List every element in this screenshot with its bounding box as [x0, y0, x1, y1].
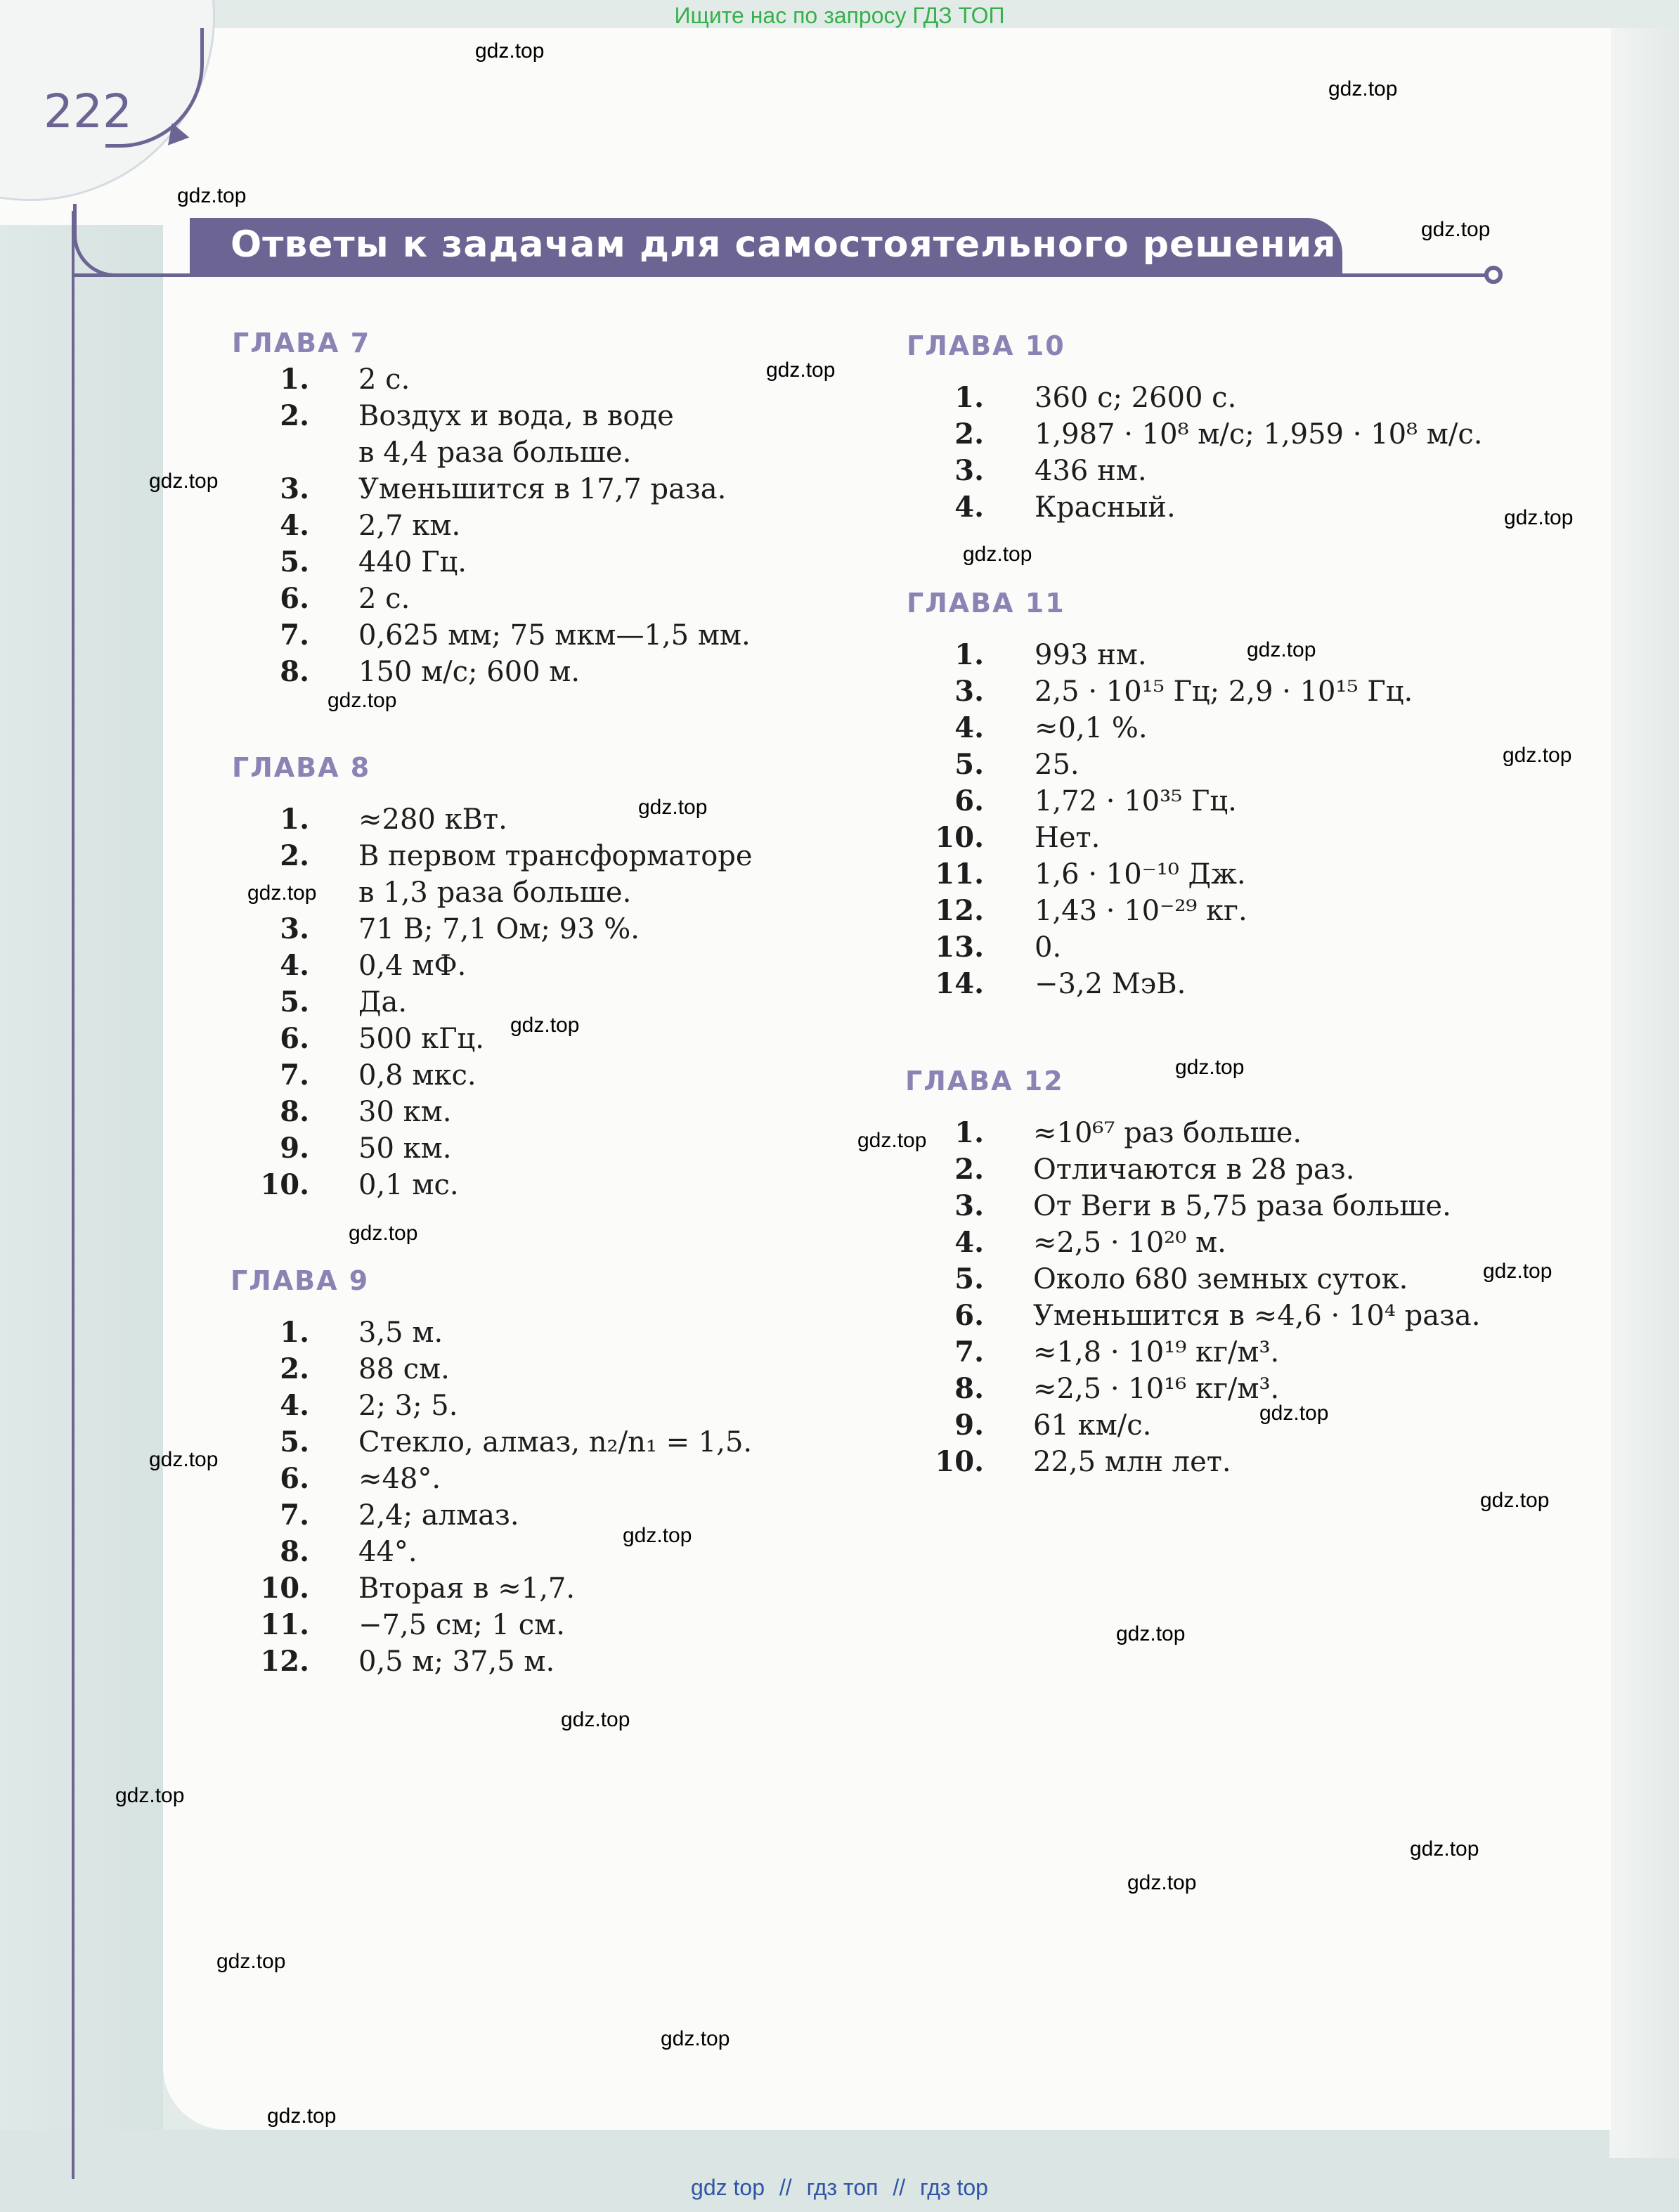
answer-text: Вторая в ≈1,7.	[358, 1572, 576, 1605]
answer-number: 4.	[954, 491, 984, 524]
footer-separator: //	[779, 2175, 792, 2200]
watermark-link[interactable]: gdz.top	[1175, 1056, 1245, 1079]
watermark-link[interactable]: gdz.top	[766, 358, 836, 382]
watermark-link[interactable]: gdz.top	[177, 184, 247, 207]
answer-number: 3.	[280, 472, 309, 505]
answer-number: 3.	[954, 675, 984, 708]
chapter-title-11: ГЛАВА 11	[907, 588, 1065, 619]
answer-number: 5.	[280, 545, 309, 578]
answer-number: 8.	[954, 1372, 984, 1405]
answer-text: ≈280 кВт.	[358, 803, 507, 836]
answer-text: Красный.	[1035, 491, 1176, 524]
answer-text: 0,4 мФ.	[358, 950, 467, 982]
watermark-link[interactable]: gdz.top	[1116, 1622, 1186, 1645]
answer-text: 25.	[1035, 749, 1080, 781]
margin-rule	[72, 211, 74, 2179]
chapter-title-7: ГЛАВА 7	[232, 328, 371, 358]
answer-text: Да.	[358, 986, 408, 1018]
watermark-link[interactable]: gdz.top	[475, 39, 545, 63]
answer-number: 4.	[280, 509, 309, 542]
answer-number: 9.	[954, 1409, 984, 1442]
answer-text: 993 нм.	[1035, 639, 1147, 671]
footer-link-gdz-top-ru[interactable]: гдз топ	[806, 2175, 879, 2200]
answer-text: 2,5 · 10¹⁵ Гц; 2,9 · 10¹⁵ Гц.	[1035, 675, 1413, 708]
watermark-link[interactable]: gdz.top	[1483, 1260, 1552, 1283]
footer-link-gdz-top-mixed[interactable]: гдз top	[920, 2175, 988, 2200]
answer-text: Нет.	[1035, 822, 1101, 854]
answer-number: 2.	[954, 1153, 984, 1186]
page-edge-shadow	[1609, 28, 1679, 2158]
answer-text: −3,2 МэВ.	[1035, 968, 1186, 1000]
watermark-link[interactable]: gdz.top	[349, 1222, 418, 1245]
watermark-link[interactable]: gdz.top	[267, 2104, 337, 2128]
answer-text: 0,8 мкс.	[358, 1059, 477, 1092]
watermark-link[interactable]: gdz.top	[149, 1448, 219, 1471]
answer-text: Отличаются в 28 раз.	[1033, 1153, 1355, 1186]
answer-number: 6.	[280, 582, 309, 615]
answer-number: 5.	[954, 1262, 984, 1295]
answer-text: 440 Гц.	[358, 546, 467, 578]
answer-text: ≈10⁶⁷ раз больше.	[1033, 1117, 1302, 1149]
answer-text: 3,5 м.	[358, 1317, 443, 1349]
answer-number: 13.	[935, 931, 984, 964]
answer-text: Уменьшится в ≈4,6 · 10⁴ раза.	[1033, 1300, 1481, 1332]
answer-number: 1.	[280, 1316, 309, 1349]
answer-number: 4.	[280, 949, 309, 982]
answer-text: ≈0,1 %.	[1035, 712, 1148, 744]
answer-number: 2.	[280, 839, 309, 872]
answer-number: 8.	[280, 1535, 309, 1568]
answer-text: в 1,3 раза больше.	[358, 877, 632, 909]
answer-number: 8.	[280, 655, 309, 688]
answer-text: Уменьшится в 17,7 раза.	[358, 473, 727, 505]
answer-number: 1.	[280, 803, 309, 836]
answer-number: 12.	[260, 1645, 309, 1678]
answer-number: 8.	[280, 1095, 309, 1128]
answer-number: 9.	[280, 1132, 309, 1165]
answer-number: 2.	[954, 418, 984, 451]
answer-number: 7.	[280, 619, 309, 652]
answer-text: 1,43 · 10⁻²⁹ кг.	[1035, 895, 1247, 927]
answer-number: 7.	[280, 1499, 309, 1532]
answer-text: 2,4; алмаз.	[358, 1499, 519, 1532]
answer-text: 1,6 · 10⁻¹⁰ Дж.	[1035, 858, 1246, 891]
answer-text: 44°.	[358, 1536, 417, 1568]
answer-number: 4.	[280, 1389, 309, 1422]
answer-text: ≈2,5 · 10²⁰ м.	[1033, 1227, 1226, 1259]
answer-text: 0,625 мм; 75 мкм—1,5 мм.	[358, 619, 751, 652]
answer-number: 6.	[954, 784, 984, 817]
watermark-link[interactable]: gdz.top	[510, 1014, 580, 1037]
footer-link-gdz-top[interactable]: gdz top	[691, 2175, 765, 2200]
answer-number: 7.	[954, 1335, 984, 1369]
answer-text: 22,5 млн лет.	[1033, 1446, 1231, 1478]
answer-text: 71 В; 7,1 Ом; 93 %.	[358, 913, 640, 945]
answer-text: 436 нм.	[1035, 455, 1147, 487]
answer-number: 3.	[954, 454, 984, 487]
watermark-link[interactable]: gdz.top	[661, 2027, 730, 2050]
answer-text: в 4,4 раза больше.	[358, 436, 632, 469]
answer-number: 5.	[954, 748, 984, 781]
footer-links	[0, 2175, 1679, 2201]
answer-number: 6.	[954, 1299, 984, 1332]
watermark-link[interactable]: gdz.top	[561, 1708, 630, 1731]
watermark-link[interactable]: gdz.top	[1504, 506, 1574, 529]
answer-number: 1.	[954, 1116, 984, 1149]
answer-text: 2 с.	[358, 363, 410, 396]
answer-text: 360 с; 2600 с.	[1035, 382, 1237, 414]
answer-text: 2; 3; 5.	[358, 1390, 458, 1422]
watermark-link[interactable]: gdz.top	[1421, 218, 1491, 241]
watermark-link[interactable]: gdz.top	[1480, 1489, 1550, 1512]
top-search-link[interactable]: Ищите нас по запросу ГДЗ ТОП	[674, 3, 1005, 28]
answer-number: 10.	[935, 821, 984, 854]
header-rule-end-dot	[1484, 266, 1503, 284]
answer-number: 7.	[280, 1059, 309, 1092]
answer-number: 5.	[280, 985, 309, 1018]
watermark-link[interactable]: gdz.top	[623, 1524, 692, 1547]
answer-text: От Веги в 5,75 раза больше.	[1033, 1190, 1451, 1222]
answer-text: 2,7 км.	[358, 510, 461, 542]
watermark-link[interactable]: gdz.top	[1503, 744, 1572, 767]
watermark-link[interactable]: gdz.top	[247, 881, 317, 905]
answer-number: 5.	[280, 1425, 309, 1459]
watermark-link[interactable]: gdz.top	[1328, 77, 1398, 101]
answer-number: 4.	[954, 1226, 984, 1259]
answer-text: 50 км.	[358, 1132, 452, 1165]
answer-text: 61 км/с.	[1033, 1409, 1152, 1442]
watermark-link[interactable]: gdz.top	[1127, 1871, 1197, 1894]
answer-text: ≈1,8 · 10¹⁹ кг/м³.	[1033, 1336, 1280, 1369]
answer-number: 1.	[954, 638, 984, 671]
answer-number: 6.	[280, 1022, 309, 1055]
footer-separator: //	[893, 2175, 906, 2200]
left-margin-band	[0, 211, 163, 2151]
answer-text: −7,5 см; 1 см.	[358, 1609, 565, 1641]
watermark-link[interactable]: gdz.top	[1410, 1837, 1479, 1861]
answer-number: 2.	[280, 399, 309, 432]
answer-number: 12.	[935, 894, 984, 927]
answer-text: 0,5 м; 37,5 м.	[358, 1645, 555, 1678]
answer-number: 6.	[280, 1462, 309, 1495]
watermark-link[interactable]: gdz.top	[638, 796, 708, 819]
answer-text: Стекло, алмаз, n₂/n₁ = 1,5.	[358, 1426, 753, 1459]
answer-text: 1,987 · 10⁸ м/с; 1,959 · 10⁸ м/с.	[1035, 418, 1483, 451]
answer-number: 1.	[280, 363, 309, 396]
answer-text: ≈2,5 · 10¹⁶ кг/м³.	[1033, 1373, 1280, 1405]
answer-text: ≈48°.	[358, 1463, 441, 1495]
answer-number: 11.	[260, 1608, 309, 1641]
watermark-link[interactable]: gdz.top	[963, 543, 1032, 566]
watermark-link[interactable]: gdz.top	[216, 1950, 286, 1973]
answer-text: 0,1 мс.	[358, 1169, 459, 1201]
answer-text: 0.	[1035, 931, 1062, 964]
answer-number: 10.	[260, 1572, 309, 1605]
answer-number: 10.	[935, 1445, 984, 1478]
answer-number: 10.	[260, 1168, 309, 1201]
watermark-link[interactable]: gdz.top	[328, 689, 397, 712]
page-title: Ответы к задачам для самостоятельного решения	[231, 224, 1337, 266]
answer-number: 1.	[954, 381, 984, 414]
answer-text: 30 км.	[358, 1096, 452, 1128]
answer-text: Воздух и вода, в воде	[358, 400, 674, 432]
chapter-title-10: ГЛАВА 10	[907, 330, 1065, 361]
answer-number: 14.	[935, 967, 984, 1000]
answer-number: 2.	[280, 1352, 309, 1385]
chapter-title-8: ГЛАВА 8	[232, 752, 371, 783]
chapter-title-12: ГЛАВА 12	[905, 1066, 1064, 1097]
answer-text: 500 кГц.	[358, 1023, 484, 1055]
answer-text: 88 см.	[358, 1353, 450, 1385]
watermark-link[interactable]: gdz.top	[115, 1784, 185, 1807]
chapter-title-9: ГЛАВА 9	[231, 1265, 370, 1296]
answer-text: 1,72 · 10³⁵ Гц.	[1035, 785, 1237, 817]
watermark-link[interactable]: gdz.top	[149, 470, 219, 493]
answer-number: 11.	[935, 858, 984, 891]
watermark-link[interactable]: gdz.top	[1259, 1402, 1329, 1425]
answer-text: Около 680 земных суток.	[1033, 1263, 1408, 1295]
answer-text: 150 м/с; 600 м.	[358, 656, 581, 688]
answer-text: В первом трансформаторе	[358, 840, 753, 872]
answer-text: 2 с.	[358, 583, 410, 615]
page-number: 222	[44, 84, 132, 138]
answer-number: 4.	[954, 711, 984, 744]
answer-number: 3.	[954, 1189, 984, 1222]
watermark-link[interactable]: gdz.top	[857, 1129, 927, 1152]
watermark-link[interactable]: gdz.top	[1247, 638, 1316, 661]
answer-number: 3.	[280, 912, 309, 945]
